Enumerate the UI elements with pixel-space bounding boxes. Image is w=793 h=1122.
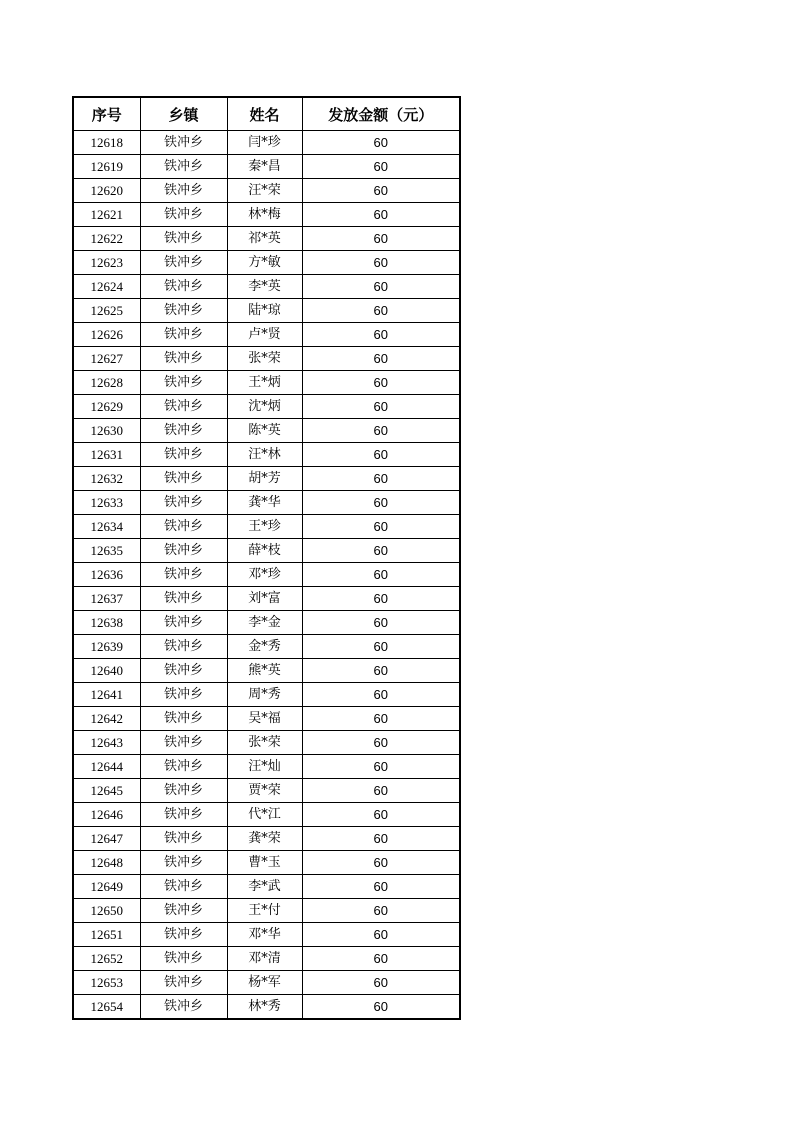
table-row [73, 347, 460, 371]
cell-name: 方*敏 [227, 251, 302, 275]
cell-amount: 60 [302, 491, 460, 515]
table-row [73, 179, 460, 203]
cell-index: 12639 [73, 635, 140, 659]
cell-index: 12632 [73, 467, 140, 491]
cell-town: 铁冲乡 [140, 971, 227, 995]
cell-index: 12647 [73, 827, 140, 851]
table-row [73, 299, 460, 323]
cell-amount: 60 [302, 803, 460, 827]
cell-name: 汪*林 [227, 443, 302, 467]
cell-town: 铁冲乡 [140, 203, 227, 227]
header-name: 姓名 [227, 97, 302, 131]
cell-index: 12645 [73, 779, 140, 803]
cell-amount: 60 [302, 611, 460, 635]
cell-town: 铁冲乡 [140, 467, 227, 491]
cell-amount: 60 [302, 899, 460, 923]
cell-amount: 60 [302, 131, 460, 155]
cell-name: 汪*灿 [227, 755, 302, 779]
cell-name: 周*秀 [227, 683, 302, 707]
cell-amount: 60 [302, 875, 460, 899]
cell-index: 12626 [73, 323, 140, 347]
cell-name: 邓*华 [227, 923, 302, 947]
cell-name: 祁*英 [227, 227, 302, 251]
table-row [73, 563, 460, 587]
cell-town: 铁冲乡 [140, 803, 227, 827]
cell-name: 林*梅 [227, 203, 302, 227]
cell-name: 薛*枝 [227, 539, 302, 563]
cell-name: 胡*芳 [227, 467, 302, 491]
cell-amount: 60 [302, 347, 460, 371]
cell-index: 12634 [73, 515, 140, 539]
table-row [73, 659, 460, 683]
cell-name: 杨*军 [227, 971, 302, 995]
cell-index: 12619 [73, 155, 140, 179]
cell-town: 铁冲乡 [140, 419, 227, 443]
header-row [73, 97, 460, 131]
cell-amount: 60 [302, 851, 460, 875]
table-row [73, 971, 460, 995]
cell-index: 12654 [73, 995, 140, 1020]
cell-index: 12621 [73, 203, 140, 227]
cell-town: 铁冲乡 [140, 275, 227, 299]
table-row [73, 371, 460, 395]
header-amount: 发放金额（元） [302, 97, 460, 131]
payment-table [72, 96, 461, 1020]
cell-index: 12624 [73, 275, 140, 299]
cell-index: 12648 [73, 851, 140, 875]
table-row [73, 323, 460, 347]
cell-index: 12629 [73, 395, 140, 419]
table-row [73, 947, 460, 971]
header-index: 序号 [73, 97, 140, 131]
cell-amount: 60 [302, 227, 460, 251]
cell-index: 12622 [73, 227, 140, 251]
cell-index: 12643 [73, 731, 140, 755]
table-row [73, 515, 460, 539]
cell-name: 王*炳 [227, 371, 302, 395]
cell-name: 林*秀 [227, 995, 302, 1020]
cell-index: 12646 [73, 803, 140, 827]
table-row [73, 275, 460, 299]
cell-index: 12630 [73, 419, 140, 443]
cell-town: 铁冲乡 [140, 779, 227, 803]
cell-name: 李*金 [227, 611, 302, 635]
cell-town: 铁冲乡 [140, 347, 227, 371]
cell-town: 铁冲乡 [140, 875, 227, 899]
cell-amount: 60 [302, 971, 460, 995]
cell-name: 张*荣 [227, 731, 302, 755]
cell-name: 王*付 [227, 899, 302, 923]
cell-town: 铁冲乡 [140, 827, 227, 851]
table-row [73, 419, 460, 443]
cell-amount: 60 [302, 419, 460, 443]
cell-amount: 60 [302, 683, 460, 707]
cell-amount: 60 [302, 155, 460, 179]
cell-index: 12640 [73, 659, 140, 683]
cell-amount: 60 [302, 467, 460, 491]
cell-index: 12649 [73, 875, 140, 899]
cell-town: 铁冲乡 [140, 323, 227, 347]
table-row [73, 851, 460, 875]
cell-town: 铁冲乡 [140, 443, 227, 467]
cell-town: 铁冲乡 [140, 635, 227, 659]
cell-index: 12637 [73, 587, 140, 611]
cell-amount: 60 [302, 731, 460, 755]
cell-town: 铁冲乡 [140, 707, 227, 731]
cell-town: 铁冲乡 [140, 923, 227, 947]
cell-amount: 60 [302, 203, 460, 227]
table-row [73, 899, 460, 923]
cell-name: 李*英 [227, 275, 302, 299]
cell-town: 铁冲乡 [140, 491, 227, 515]
cell-town: 铁冲乡 [140, 659, 227, 683]
cell-name: 陈*英 [227, 419, 302, 443]
cell-town: 铁冲乡 [140, 539, 227, 563]
cell-name: 龚*华 [227, 491, 302, 515]
cell-town: 铁冲乡 [140, 755, 227, 779]
cell-town: 铁冲乡 [140, 131, 227, 155]
cell-amount: 60 [302, 779, 460, 803]
cell-index: 12636 [73, 563, 140, 587]
table-body [73, 131, 460, 1020]
cell-name: 邓*珍 [227, 563, 302, 587]
cell-amount: 60 [302, 995, 460, 1020]
table-row [73, 539, 460, 563]
cell-amount: 60 [302, 179, 460, 203]
table-header [73, 97, 460, 131]
cell-index: 12635 [73, 539, 140, 563]
table-row [73, 875, 460, 899]
table-row [73, 227, 460, 251]
cell-amount: 60 [302, 755, 460, 779]
cell-index: 12627 [73, 347, 140, 371]
cell-amount: 60 [302, 947, 460, 971]
cell-town: 铁冲乡 [140, 179, 227, 203]
cell-amount: 60 [302, 563, 460, 587]
cell-amount: 60 [302, 515, 460, 539]
cell-amount: 60 [302, 587, 460, 611]
cell-town: 铁冲乡 [140, 683, 227, 707]
cell-town: 铁冲乡 [140, 899, 227, 923]
cell-name: 王*珍 [227, 515, 302, 539]
cell-amount: 60 [302, 539, 460, 563]
table-row [73, 827, 460, 851]
cell-amount: 60 [302, 707, 460, 731]
cell-index: 12618 [73, 131, 140, 155]
cell-town: 铁冲乡 [140, 155, 227, 179]
table-row [73, 203, 460, 227]
cell-name: 金*秀 [227, 635, 302, 659]
cell-index: 12633 [73, 491, 140, 515]
cell-town: 铁冲乡 [140, 731, 227, 755]
cell-town: 铁冲乡 [140, 563, 227, 587]
cell-town: 铁冲乡 [140, 947, 227, 971]
cell-name: 贾*荣 [227, 779, 302, 803]
table-row [73, 587, 460, 611]
cell-name: 闫*珍 [227, 131, 302, 155]
cell-town: 铁冲乡 [140, 515, 227, 539]
cell-name: 刘*富 [227, 587, 302, 611]
cell-name: 秦*昌 [227, 155, 302, 179]
table-row [73, 131, 460, 155]
table-row [73, 779, 460, 803]
table-row [73, 731, 460, 755]
cell-name: 曹*玉 [227, 851, 302, 875]
table-row [73, 923, 460, 947]
table-row [73, 395, 460, 419]
table-row [73, 611, 460, 635]
cell-index: 12650 [73, 899, 140, 923]
cell-amount: 60 [302, 923, 460, 947]
table-row [73, 155, 460, 179]
cell-amount: 60 [302, 251, 460, 275]
cell-index: 12631 [73, 443, 140, 467]
cell-index: 12641 [73, 683, 140, 707]
cell-town: 铁冲乡 [140, 371, 227, 395]
cell-name: 邓*清 [227, 947, 302, 971]
cell-town: 铁冲乡 [140, 395, 227, 419]
cell-amount: 60 [302, 275, 460, 299]
cell-amount: 60 [302, 659, 460, 683]
header-town: 乡镇 [140, 97, 227, 131]
cell-index: 12638 [73, 611, 140, 635]
cell-index: 12628 [73, 371, 140, 395]
cell-name: 吴*福 [227, 707, 302, 731]
cell-index: 12625 [73, 299, 140, 323]
cell-town: 铁冲乡 [140, 851, 227, 875]
cell-town: 铁冲乡 [140, 587, 227, 611]
cell-name: 张*荣 [227, 347, 302, 371]
cell-town: 铁冲乡 [140, 227, 227, 251]
cell-name: 沈*炳 [227, 395, 302, 419]
cell-name: 汪*荣 [227, 179, 302, 203]
table-row [73, 491, 460, 515]
cell-name: 熊*英 [227, 659, 302, 683]
cell-amount: 60 [302, 443, 460, 467]
cell-index: 12620 [73, 179, 140, 203]
cell-amount: 60 [302, 827, 460, 851]
cell-amount: 60 [302, 299, 460, 323]
cell-index: 12642 [73, 707, 140, 731]
table-row [73, 443, 460, 467]
table-row [73, 755, 460, 779]
cell-index: 12653 [73, 971, 140, 995]
cell-name: 代*江 [227, 803, 302, 827]
cell-town: 铁冲乡 [140, 299, 227, 323]
cell-amount: 60 [302, 635, 460, 659]
cell-town: 铁冲乡 [140, 611, 227, 635]
cell-name: 卢*贤 [227, 323, 302, 347]
cell-name: 龚*荣 [227, 827, 302, 851]
table-row [73, 803, 460, 827]
table-row [73, 683, 460, 707]
cell-amount: 60 [302, 371, 460, 395]
cell-town: 铁冲乡 [140, 251, 227, 275]
table-row [73, 251, 460, 275]
table-row [73, 995, 460, 1020]
cell-index: 12652 [73, 947, 140, 971]
cell-name: 陆*琼 [227, 299, 302, 323]
cell-index: 12644 [73, 755, 140, 779]
cell-amount: 60 [302, 323, 460, 347]
table-row [73, 707, 460, 731]
cell-town: 铁冲乡 [140, 995, 227, 1020]
cell-amount: 60 [302, 395, 460, 419]
table-row [73, 635, 460, 659]
cell-index: 12651 [73, 923, 140, 947]
table-row [73, 467, 460, 491]
cell-name: 李*武 [227, 875, 302, 899]
cell-index: 12623 [73, 251, 140, 275]
